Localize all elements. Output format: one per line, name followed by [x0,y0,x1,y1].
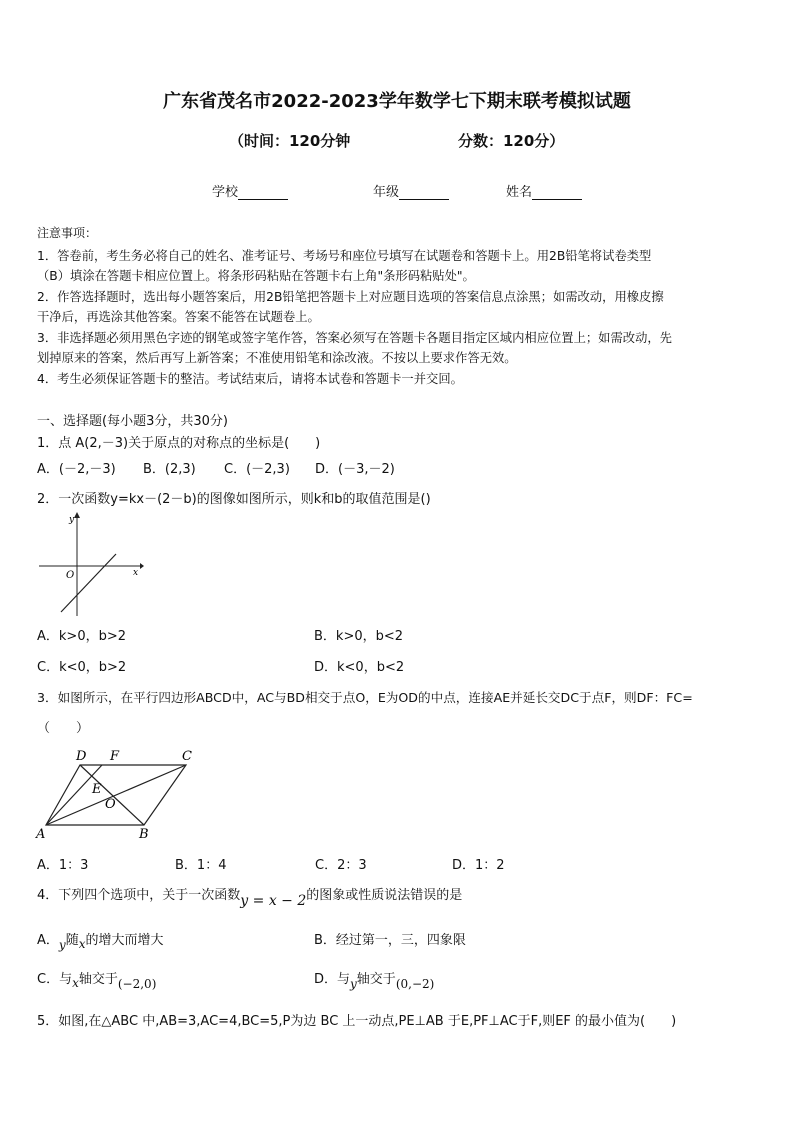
label-f: F [110,749,120,764]
label-d: D [76,749,87,764]
question-3-stem: 3．如图所示，在平行四边形ABCD中，AC与BD相交于点O，E为OD的中点，连接AE并延长交DC于点F，则DF：FC= [37,690,693,705]
q2-option-d[interactable]: D．k<0，b<2 [314,660,405,675]
label-b: B [139,827,149,840]
label-a: A [36,827,46,840]
diagonal-bd [80,765,144,825]
q3-option-a[interactable]: A．1：3 [37,858,89,873]
notice-line: （B）填涂在答题卡相应位置上。将条形码粘贴在答题卡右上角"条形码粘贴处"。 [37,269,475,283]
question-3-stem-cont: （ ） [37,721,90,736]
q2-option-b[interactable]: B．k>0，b<2 [314,629,404,644]
label-c: C [182,749,192,764]
exam-time: （时间：120分钟 [229,132,351,150]
origin-label: O [66,570,75,581]
notice-heading: 注意事项： [37,226,98,240]
q1-option-a[interactable]: A．(－2,－3) [37,462,116,477]
q4-option-b[interactable]: B．经过第一，三，四象限 [314,933,466,948]
var-x: x [78,937,86,951]
q3-option-c[interactable]: C．2：3 [315,858,367,873]
q3-parallelogram-figure [34,744,196,840]
q2-option-c[interactable]: C．k<0，b>2 [37,660,127,675]
school-field[interactable] [212,181,288,200]
notice-line: 干净后，再选涂其他答案。答案不能答在试题卷上。 [37,310,320,324]
q2-graph-figure [36,508,146,618]
exam-score: 分数：120分） [458,132,565,150]
notice-line: 4．考生必须保证答题卡的整洁。考试结束后，请将本试卷和答题卡一并交回。 [37,372,463,386]
option-text: 轴交于 [356,972,396,987]
q4-option-a[interactable] [37,929,164,952]
grade-field[interactable] [373,181,449,200]
q1-option-c[interactable]: C．(－2,3) [224,462,290,477]
label-e: E [92,782,102,797]
school-blank[interactable] [238,185,288,200]
option-text: 的增大而增大 [85,933,164,948]
y-axis-arrow [74,512,80,518]
option-text: 轴交于 [78,972,118,987]
notice-line: 1．答卷前，考生务必将自己的姓名、准考证号、考场号和座位号填写在试题卷和答题卡上。用2B铅笔将试卷类型 [37,249,652,263]
notice-line: 2．作答选择题时，选出每小题答案后，用2B铅笔把答题卡上对应题目选项的答案信息点涂黑；如需改动，用橡皮擦 [37,290,664,304]
question-2-stem: 2．一次函数y=kx－(2－b)的图像如图所示，则k和b的取值范围是() [37,492,431,507]
function-line [61,554,116,612]
q4-option-c[interactable] [37,968,157,991]
var-y: y [58,938,66,952]
q1-option-d[interactable]: D．(－3,－2) [315,462,395,477]
q1-option-b[interactable]: B．(2,3) [143,462,196,477]
q4-option-d[interactable] [314,968,435,991]
var-x: x [72,976,79,990]
school-label: 学校 [212,185,239,200]
label-o: O [105,797,116,812]
q4-stem-text: 4．下列四个选项中，关于一次函数 [37,888,241,903]
name-label: 姓名 [506,185,533,200]
question-5-stem: 5．如图,在△ABC 中,AB=3,AC=4,BC=5,P为边 BC 上一动点,PE⊥AB 于E,PF⊥AC于F,则EF 的最小值为( ) [37,1014,677,1029]
q3-option-b[interactable]: B．1：4 [175,858,227,873]
q4-function: y = x − 2 [240,893,307,909]
grade-blank[interactable] [399,185,449,200]
name-field[interactable] [506,181,582,200]
y-axis-label: y [69,515,75,525]
q3-option-d[interactable]: D．1：2 [452,858,505,873]
option-letter: C．与 [37,972,73,987]
grade-label: 年级 [373,185,400,200]
page-title: 广东省茂名市2022-2023学年数学七下期末联考模拟试题 [163,91,631,112]
x-axis-arrow [140,563,144,569]
option-letter: D．与 [314,972,351,987]
q2-option-a[interactable]: A．k>0，b>2 [37,629,127,644]
notice-line: 划掉原来的答案，然后再写上新答案；不准使用铅笔和涂改液。不按以上要求作答无效。 [37,351,517,365]
question-4-stem [37,884,463,909]
question-1-stem: 1．点 A(2,－3)关于原点的对称点的坐标是( ) [37,436,321,451]
var-y: y [350,977,357,991]
x-axis-label: x [133,568,139,578]
name-blank[interactable] [532,185,582,200]
q4-stem-text-end: 的图象或性质说法错误的是 [306,888,463,903]
option-letter: A． [37,933,59,948]
notice-line: 3．非选择题必须用黑色字迹的钢笔或签字笔作答，答案必须写在答题卡各题目指定区域内相应位置上；如需改动，先 [37,331,672,345]
point-coord: (−2,0) [117,977,157,991]
section-heading: 一、选择题(每小题3分，共30分) [37,414,228,429]
point-coord: (0,−2) [395,977,435,991]
option-text: 随 [65,933,79,948]
